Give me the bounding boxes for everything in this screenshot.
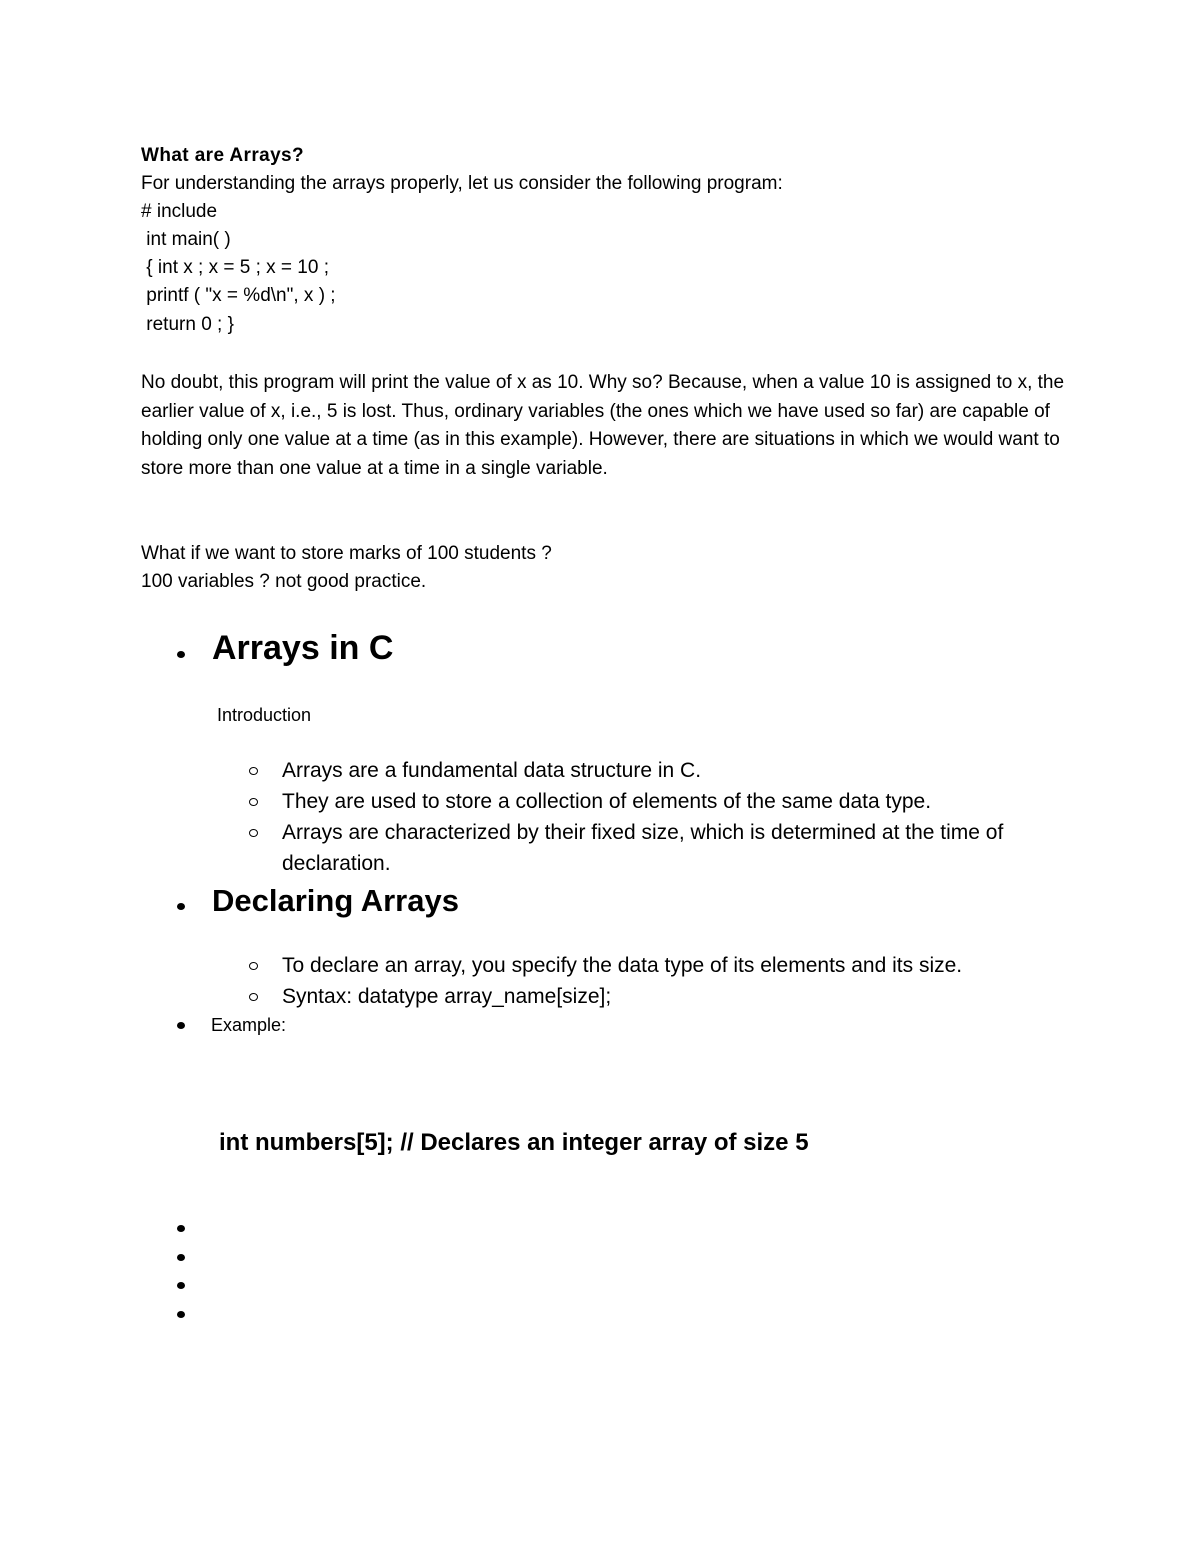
- intro-text: For understanding the arrays properly, let us consider the following program:: [141, 173, 783, 194]
- hollow-bullet-icon: [249, 993, 258, 1001]
- bullet-icon: [177, 903, 185, 910]
- list-item: Arrays are characterized by their fixed size, which is determined at the time of declaration.: [282, 821, 1004, 875]
- list-item: They are used to store a collection of elements of the same data type.: [282, 790, 932, 813]
- section-title-declaring: Declaring Arrays: [212, 883, 459, 918]
- hollow-bullet-icon: [249, 798, 258, 806]
- empty-bullet-icon: [177, 1311, 185, 1318]
- code-line: int main( ): [141, 229, 231, 250]
- section-subtitle: Introduction: [217, 705, 312, 725]
- code-line: { int x ; x = 5 ; x = 10 ;: [141, 257, 329, 278]
- hollow-bullet-icon: [249, 829, 258, 837]
- example-code: int numbers[5]; // Declares an integer array of size 5: [219, 1129, 809, 1156]
- code-line: printf ( "x = %d\n", x ) ;: [141, 285, 336, 306]
- empty-bullet-icon: [177, 1225, 185, 1232]
- explanation-paragraph: No doubt, this program will print the value of x as 10. Why so? Because, when a value 10 is assigned to x, the earlier value of x, i.e., 5 is lost. Thus, ordinary variables (the ones which we have used so far) are capable of holding only one value at a time (as in this example). However, there are situations in which we would want to store more than one value at a time in a single variable.: [141, 372, 1065, 479]
- example-label: Example:: [211, 1015, 287, 1035]
- section-title-arrays: Arrays in C: [212, 629, 394, 667]
- list-item: To declare an array, you specify the data type of its elements and its size.: [282, 954, 963, 977]
- empty-bullet-icon: [177, 1254, 185, 1261]
- page-heading: What are Arrays?: [141, 145, 305, 166]
- question-text: 100 variables ? not good practice.: [141, 571, 427, 592]
- code-line: return 0 ; }: [141, 314, 234, 335]
- question-text: What if we want to store marks of 100 students ?: [141, 543, 552, 564]
- bullet-icon: [177, 651, 185, 658]
- code-line: # include: [141, 201, 218, 222]
- list-item: Syntax: datatype array_name[size];: [282, 985, 612, 1008]
- hollow-bullet-icon: [249, 962, 258, 970]
- empty-bullet-icon: [177, 1282, 185, 1289]
- bullet-icon: [177, 1022, 185, 1029]
- hollow-bullet-icon: [249, 767, 258, 775]
- list-item: Arrays are a fundamental data structure in C.: [282, 759, 702, 782]
